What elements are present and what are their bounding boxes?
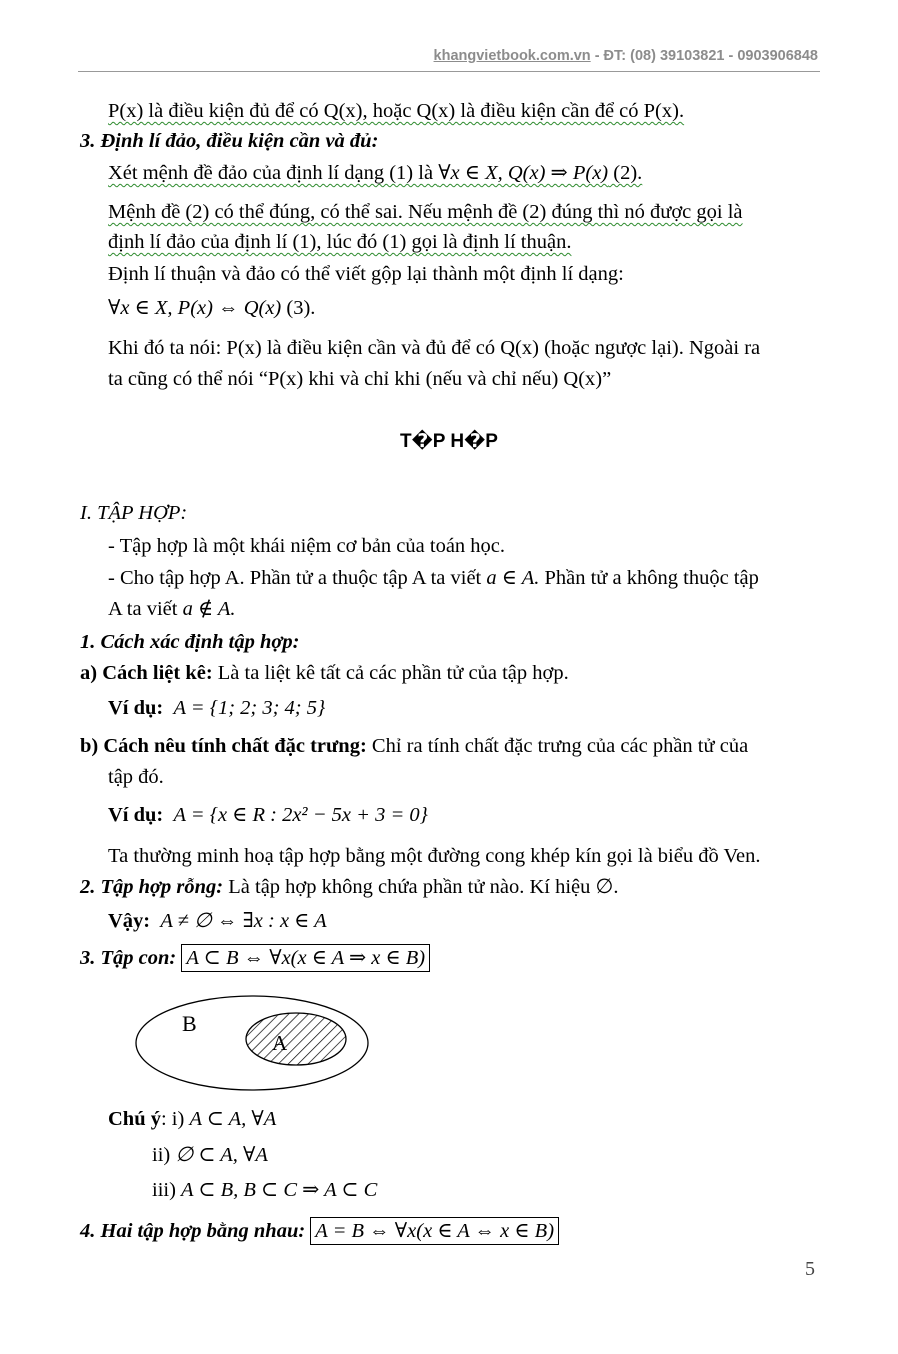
section-title: T�P H�P <box>400 431 498 452</box>
empty-set-line: 2. Tập hợp rỗng: Là tập hợp không chứa phần tử nào. Kí hiệu ∅. <box>80 876 619 898</box>
venn-note: Ta thường minh hoạ tập hợp bằng một đường cong khép kín gọi là biểu đồ Ven. <box>108 845 761 867</box>
subset-definition-box: A ⊂ B ⇔ ∀x(x ∈ A ⇒ x ∈ B) <box>181 944 430 972</box>
subsection-1-heading: 1. Cách xác định tập hợp: <box>80 631 300 653</box>
header-rule <box>78 71 820 72</box>
example-1: Ví dụ: A = {1; 2; 3; 4; 5} <box>108 697 326 719</box>
method-a: a) Cách liệt kê: Là ta liệt kê tất cả các phần tử của tập hợp. <box>80 662 569 684</box>
header-site: khangvietbook.com.vn <box>433 48 591 64</box>
text-line-5: định lí đảo của định lí (1), lúc đó (1) gọi là định lí thuận. <box>108 231 572 253</box>
text-line-8: Khi đó ta nói: P(x) là điều kiện cần và đủ để có Q(x) (hoặc ngược lại). Ngoài ra <box>108 337 761 359</box>
example-2: Ví dụ: A = {x ∈ R : 2x² − 5x + 3 = 0} <box>108 804 428 826</box>
venn-set-A <box>246 1013 346 1065</box>
tap-hop-p2: - Cho tập hợp A. Phần tử a thuộc tập A ta viết a ∈ A. Phần tử a không thuộc tập <box>108 567 759 589</box>
equal-sets-definition-box: A = B ⇔ ∀x(x ∈ A ⇔ x ∈ B) <box>310 1217 559 1245</box>
text-line-3: Xét mệnh đề đảo của định lí dạng (1) là ∀x ∈ X, Q(x) ⇒ P(x) (2). <box>108 162 643 184</box>
method-b-cont: tập đó. <box>108 766 164 788</box>
venn-label-B: B <box>182 1011 197 1036</box>
text-line-7: ∀x ∈ X, P(x) ⇔ Q(x) (3). <box>108 297 316 319</box>
equivalence-formula: ∀x ∈ X, P(x) ⇔ Q(x) <box>108 297 282 319</box>
subset-line: 3. Tập con: A ⊂ B ⇔ ∀x(x ∈ A ⇒ x ∈ B) <box>80 944 430 972</box>
page-number: 5 <box>805 1258 815 1280</box>
method-b: b) Cách nêu tính chất đặc trưng: Chỉ ra tính chất đặc trưng của các phần tử của <box>80 735 749 757</box>
vay-line: Vậy: A ≠ ∅ ⇔ ∃x : x ∈ A <box>108 910 327 932</box>
equal-sets-line: 4. Hai tập hợp bằng nhau: A = B ⇔ ∀x(x ∈ A ⇔ x ∈ B) <box>80 1217 559 1245</box>
note-iii: iii) A ⊂ B, B ⊂ C ⇒ A ⊂ C <box>152 1179 378 1201</box>
note-ii: ii) ∅ ⊂ A, ∀A <box>152 1144 268 1166</box>
note-i: Chú ý: i) A ⊂ A, ∀A <box>108 1108 277 1130</box>
text-line-6: Định lí thuận và đảo có thể viết gộp lại thành một định lí dạng: <box>108 263 624 285</box>
tap-hop-heading: I. TẬP HỢP: <box>80 502 188 524</box>
text-line-9: ta cũng có thể nói “P(x) khi và chỉ khi (nếu và chỉ nếu) Q(x)” <box>108 368 612 390</box>
header-contact: - ĐT: (08) 39103821 - 0903906848 <box>590 48 818 64</box>
text-line-4: Mệnh đề (2) có thể đúng, có thể sai. Nếu mệnh đề (2) đúng thì nó được gọi là <box>108 201 743 223</box>
section-3-heading: 3. Định lí đảo, điều kiện cần và đủ: <box>80 130 379 152</box>
venn-label-A: A <box>272 1031 288 1055</box>
text-line-1: P(x) là điều kiện đủ để có Q(x), hoặc Q(x) là điều kiện cần để có P(x). <box>108 100 685 122</box>
converse-formula: ∀x ∈ X, Q(x) ⇒ P(x) <box>438 162 609 184</box>
venn-diagram <box>130 994 380 1104</box>
tap-hop-p1: - Tập hợp là một khái niệm cơ bản của toán học. <box>108 535 506 557</box>
tap-hop-p3: A ta viết a ∉ A. <box>108 598 236 620</box>
page-header <box>434 48 818 64</box>
